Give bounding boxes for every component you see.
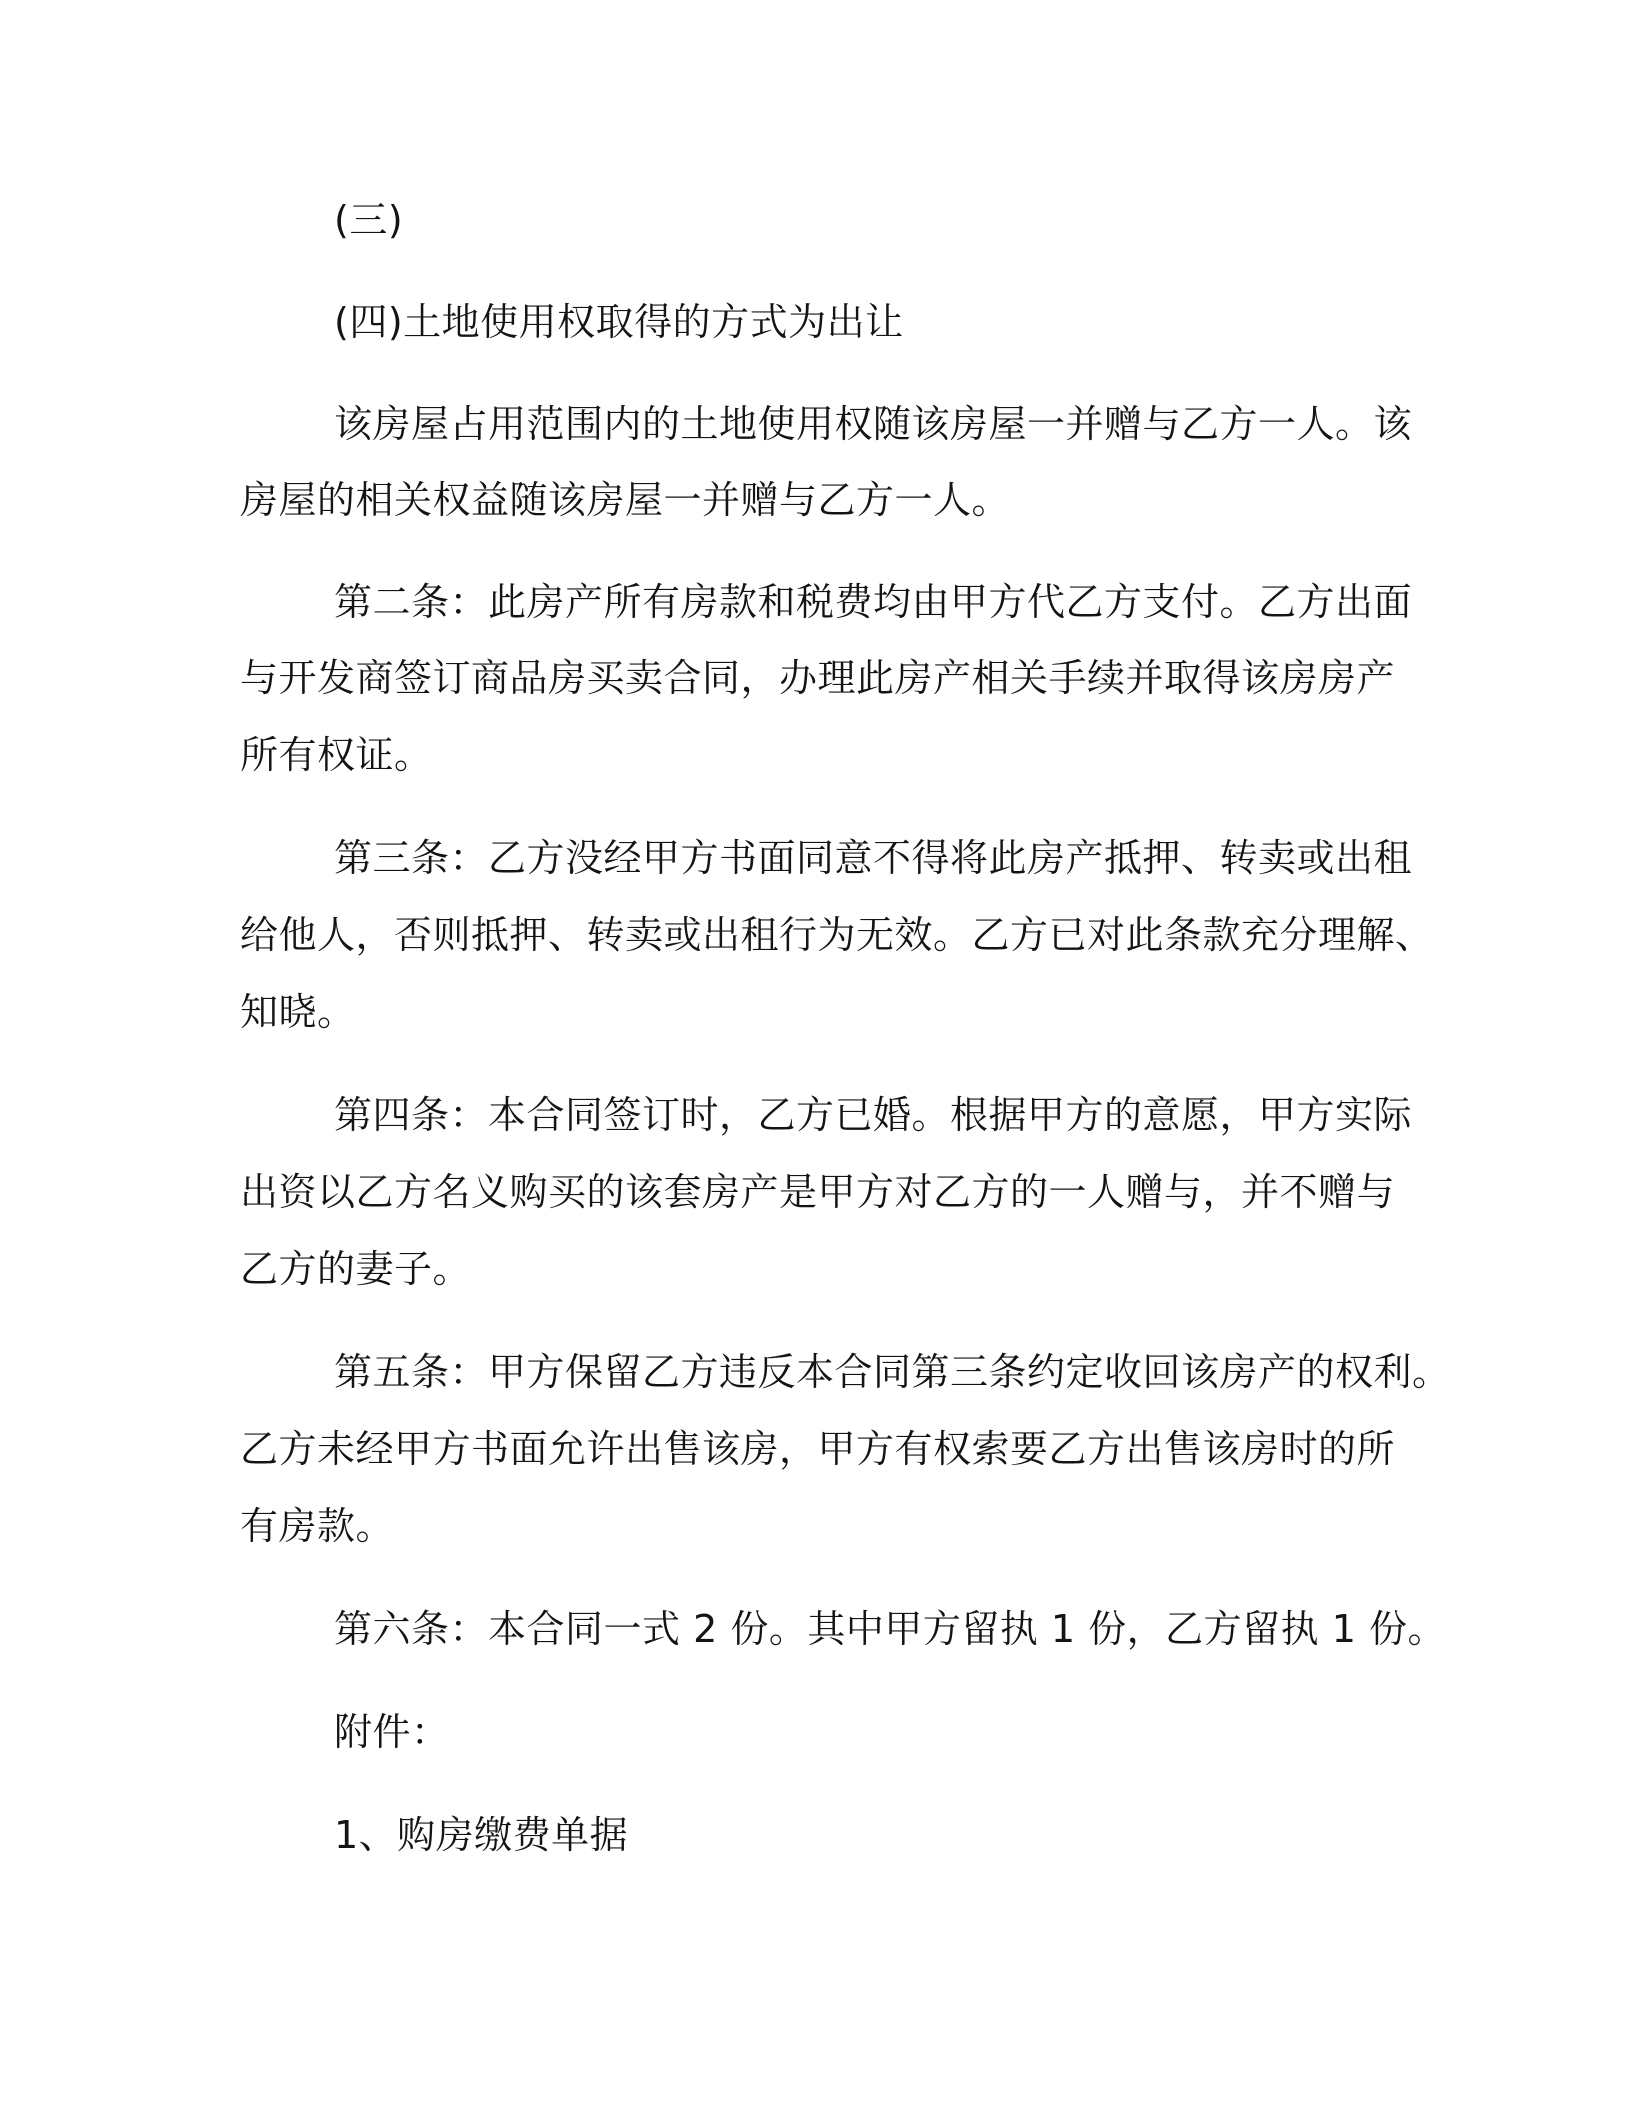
paragraph-line: 房屋的相关权益随该房屋一并赠与乙方一人。 <box>240 478 1011 522</box>
article-two-line: 第二条：此房产所有房款和税费均由甲方代乙方支付。乙方出面 <box>334 580 1413 624</box>
article-four-line: 第四条：本合同签订时，乙方已婚。根据甲方的意愿，甲方实际 <box>334 1093 1413 1137</box>
article-five-line: 乙方未经甲方书面允许出售该房，甲方有权索要乙方出售该房时的所 <box>240 1427 1396 1471</box>
article-four-line: 出资以乙方名义购买的该套房产是甲方对乙方的一人赠与，并不赠与 <box>240 1170 1396 1214</box>
article-three-line: 第三条：乙方没经甲方书面同意不得将此房产抵押、转卖或出租 <box>334 836 1413 880</box>
article-five-line: 第五条：甲方保留乙方违反本合同第三条约定收回该房产的权利。 <box>334 1350 1451 1394</box>
section-heading-four: (四)土地使用权取得的方式为出让 <box>334 300 904 344</box>
article-two-line: 与开发商签订商品房买卖合同，办理此房产相关手续并取得该房房产 <box>240 656 1396 700</box>
article-three-line: 知晓。 <box>240 990 356 1034</box>
attachment-item: 1、购房缴费单据 <box>334 1813 629 1857</box>
article-five-line: 有房款。 <box>240 1504 395 1548</box>
article-two-line: 所有权证。 <box>240 733 433 777</box>
paragraph-line: 该房屋占用范围内的土地使用权随该房屋一并赠与乙方一人。该 <box>334 402 1413 446</box>
attachments-heading: 附件： <box>334 1710 450 1754</box>
article-six-line: 第六条：本合同一式 2 份。其中甲方留执 1 份，乙方留执 1 份。 <box>334 1607 1447 1651</box>
article-three-line: 给他人，否则抵押、转卖或出租行为无效。乙方已对此条款充分理解、 <box>240 913 1434 957</box>
section-heading-three: (三) <box>334 198 404 242</box>
article-four-line: 乙方的妻子。 <box>240 1247 472 1291</box>
